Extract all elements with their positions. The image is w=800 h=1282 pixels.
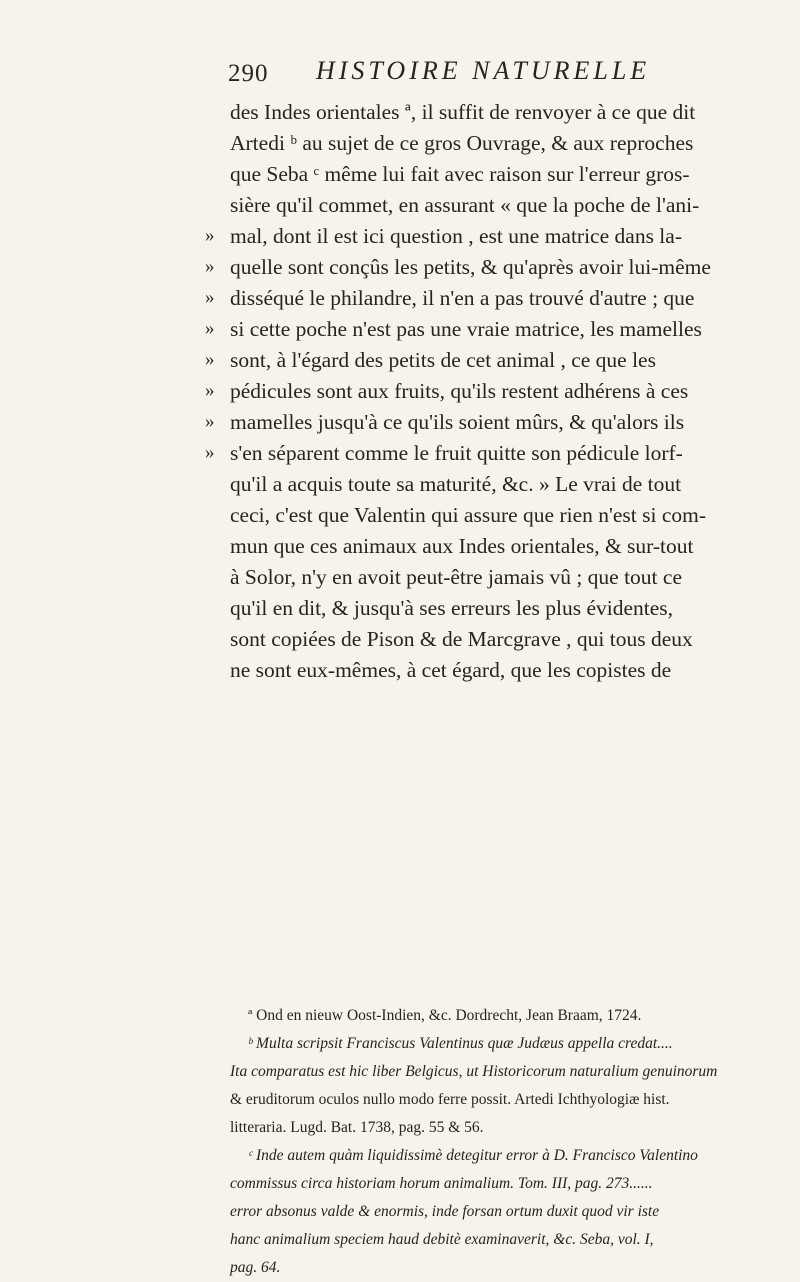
body-line-text: à Solor, n'y en avoit peut-être jamais vû ; que tout ce bbox=[230, 565, 682, 589]
footnote-a: ª Ond en nieuw Oost-Indien, &c. Dordrecht, Jean Braam, 1724. bbox=[248, 1007, 642, 1024]
page-header bbox=[228, 54, 668, 94]
footnote-line bbox=[0, 1226, 800, 1254]
footnote-b: ᵇ Multa scripsit Franciscus Valentinus quæ Judæus appella credat.... bbox=[248, 1035, 673, 1052]
footnote-b-continued: Ita comparatus est hic liber Belgicus, ut Historicorum naturalium genuinorum bbox=[230, 1063, 718, 1080]
quote-mark: » bbox=[205, 380, 215, 401]
body-line bbox=[0, 650, 800, 690]
body-line-text: mamelles jusqu'à ce qu'ils soient mûrs, & qu'alors ils bbox=[230, 410, 685, 434]
footnote-b-continued: & eruditorum oculos nullo modo ferre possit. Artedi Ichthyologiæ hist. bbox=[230, 1091, 670, 1108]
body-line-text: si cette poche n'est pas une vraie matrice, les mamelles bbox=[230, 317, 702, 341]
footnote-line bbox=[0, 1142, 800, 1170]
body-line-text: quelle sont conçûs les petits, & qu'après avoir lui-même bbox=[230, 255, 711, 279]
body-line-text: mal, dont il est ici question , est une matrice dans la- bbox=[230, 224, 682, 248]
running-title: HISTOIRE NATURELLE bbox=[316, 56, 651, 85]
footnote-line bbox=[0, 1002, 800, 1030]
quote-mark: » bbox=[205, 225, 215, 246]
footnote-line bbox=[0, 1114, 800, 1142]
body-line-text: Artedi ᵇ au sujet de ce gros Ouvrage, & aux reproches bbox=[230, 131, 694, 155]
quote-mark: » bbox=[205, 411, 215, 432]
body-line-text: des Indes orientales ª, il suffit de renvoyer à ce que dit bbox=[230, 100, 696, 124]
body-line-text: sont, à l'égard des petits de cet animal , ce que les bbox=[230, 348, 656, 372]
page-number: 290 bbox=[228, 60, 269, 87]
body-line-text: que Seba ᶜ même lui fait avec raison sur l'erreur gros- bbox=[230, 162, 690, 186]
footnote-c-continued: hanc animalium speciem haud debitè examinaverit, &c. Seba, vol. I, bbox=[230, 1231, 654, 1248]
body-line-text: ceci, c'est que Valentin qui assure que rien n'est si com- bbox=[230, 503, 707, 527]
footnote-c: ᶜ Inde autem quàm liquidissimè detegitur error à D. Francisco Valentino bbox=[248, 1147, 698, 1164]
body-line-text: sière qu'il commet, en assurant « que la poche de l'ani- bbox=[230, 193, 700, 217]
quote-mark: » bbox=[205, 287, 215, 308]
footnote-line bbox=[0, 1198, 800, 1226]
quote-mark: » bbox=[205, 349, 215, 370]
footnote-line bbox=[0, 1254, 800, 1282]
body-line-text: pédicules sont aux fruits, qu'ils restent adhérens à ces bbox=[230, 379, 689, 403]
body-line-text: ne sont eux-mêmes, à cet égard, que les copistes de bbox=[230, 658, 672, 682]
footnote-line bbox=[0, 1058, 800, 1086]
body-line-text: qu'il en dit, & jusqu'à ses erreurs les plus évidentes, bbox=[230, 596, 674, 620]
footnote-b-continued: litteraria. Lugd. Bat. 1738, pag. 55 & 56. bbox=[230, 1119, 484, 1136]
footnote-line bbox=[0, 1170, 800, 1198]
body-line-text: disséqué le philandre, il n'en a pas trouvé d'autre ; que bbox=[230, 286, 695, 310]
body-line-text: sont copiées de Pison & de Marcgrave , qui tous deux bbox=[230, 627, 693, 651]
body-line-text: s'en séparent comme le fruit quitte son pédicule lorf- bbox=[230, 441, 683, 465]
footnote-c-continued: pag. 64. bbox=[230, 1259, 281, 1276]
quote-mark: » bbox=[205, 442, 215, 463]
body-line-text: mun que ces animaux aux Indes orientales, & sur-tout bbox=[230, 534, 694, 558]
footnote-line bbox=[0, 1030, 800, 1058]
body-line-text: qu'il a acquis toute sa maturité, &c. » Le vrai de tout bbox=[230, 472, 682, 496]
footnote-c-continued: commissus circa historiam horum animalium. Tom. III, pag. 273...... bbox=[230, 1175, 653, 1192]
footnote-c-continued: error absonus valde & enormis, inde forsan ortum duxit quod vir iste bbox=[230, 1203, 660, 1220]
footnote-line bbox=[0, 1086, 800, 1114]
quote-mark: » bbox=[205, 256, 215, 277]
quote-mark: » bbox=[205, 318, 215, 339]
